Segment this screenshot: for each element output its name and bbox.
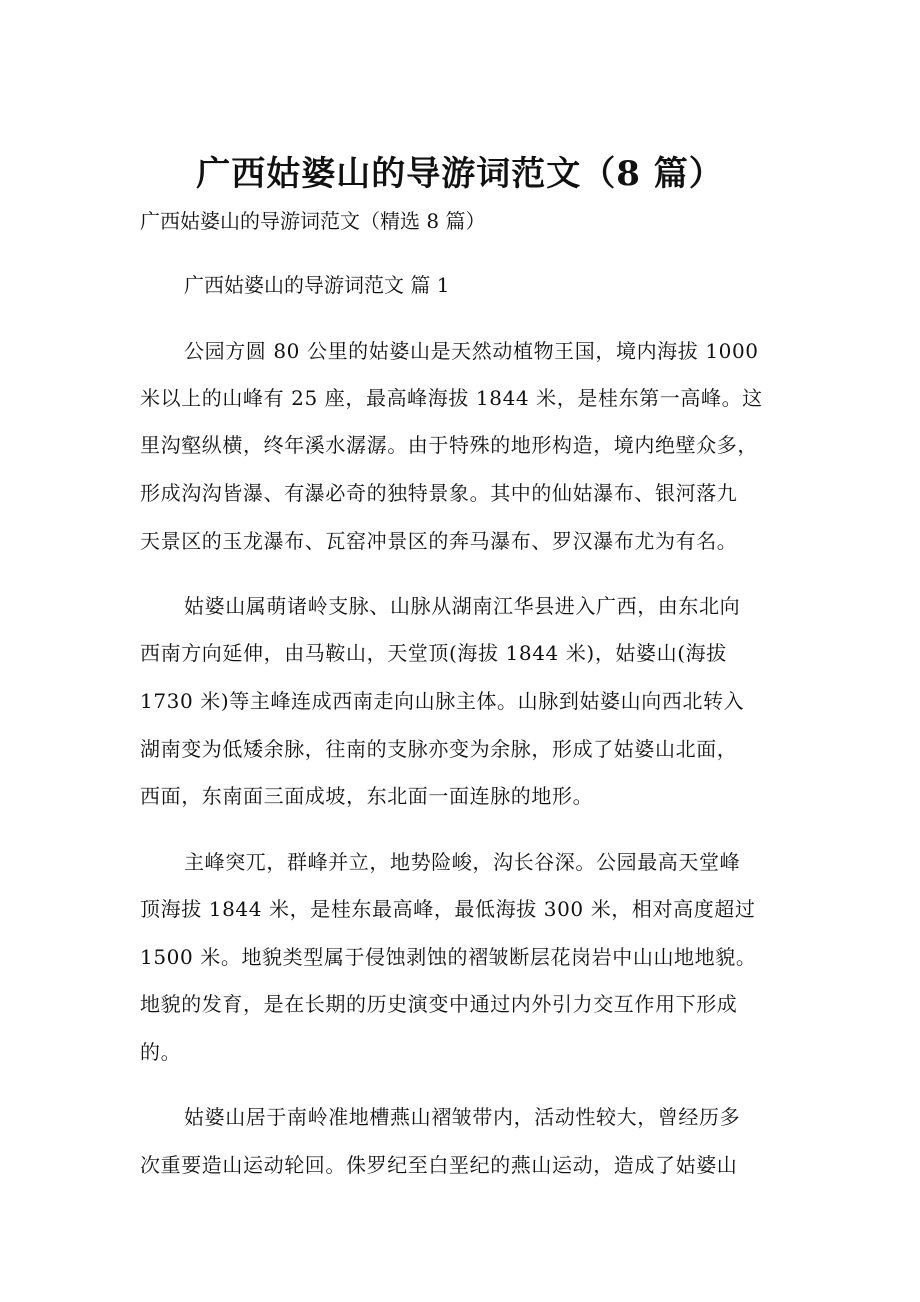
section-heading: 广西姑婆山的导游词范文 篇 1 — [184, 273, 450, 297]
paragraph-2-line-3: 1730 米)等主峰连成西南走向山脉主体。山脉到姑婆山向西北转入 — [140, 689, 745, 713]
paragraph-4-line-1: 姑婆山居于南岭准地槽燕山褶皱带内，活动性较大，曾经历多 — [184, 1105, 741, 1129]
paragraph-2-line-1: 姑婆山属萌诸岭支脉、山脉从湖南江华县进入广西，由东北向 — [184, 594, 741, 618]
paragraph-3-line-1: 主峰突兀，群峰并立，地势险峻，沟长谷深。公园最高天堂峰 — [184, 850, 741, 874]
paragraph-2-line-4: 湖南变为低矮余脉，往南的支脉亦变为余脉，形成了姑婆山北面， — [140, 737, 738, 761]
paragraph-2-line-2: 西南方向延伸，由马鞍山，天堂顶(海拔 1844 米)，姑婆山(海拔 — [140, 641, 727, 665]
paragraph-3-line-3: 1500 米。地貌类型属于侵蚀剥蚀的褶皱断层花岗岩中山山地地貌。 — [140, 945, 757, 969]
paragraph-1-line-4: 形成沟沟皆瀑、有瀑必奇的独特景象。其中的仙姑瀑布、银河落九 — [140, 481, 738, 505]
paragraph-1-line-2: 米以上的山峰有 25 座，最高峰海拔 1844 米，是桂东第一高峰。这 — [140, 386, 763, 410]
paragraph-1-line-1: 公园方圆 80 公里的姑婆山是天然动植物王国，境内海拔 1000 — [184, 339, 759, 363]
document-subtitle: 广西姑婆山的导游词范文（精选 8 篇） — [140, 209, 486, 233]
paragraph-1-line-3: 里沟壑纵横，终年溪水潺潺。由于特殊的地形构造，境内绝壁众多， — [140, 433, 758, 457]
paragraph-1-line-5: 天景区的玉龙瀑布、瓦窑冲景区的奔马瀑布、罗汉瀑布尤为有名。 — [140, 529, 738, 553]
document-title: 广西姑婆山的导游词范文（8 篇） — [196, 154, 724, 194]
paragraph-3-line-5: 的。 — [140, 1040, 182, 1064]
paragraph-3-line-4: 地貌的发育，是在长期的历史演变中通过内外引力交互作用下形成 — [140, 992, 738, 1016]
paragraph-2-line-5: 西面，东南面三面成坡，东北面一面连脉的地形。 — [140, 784, 594, 808]
paragraph-3-line-2: 顶海拔 1844 米，是桂东最高峰，最低海拔 300 米，相对高度超过 — [140, 897, 756, 921]
paragraph-4-line-2: 次重要造山运动轮回。侏罗纪至白垩纪的燕山运动，造成了姑婆山 — [140, 1153, 738, 1177]
